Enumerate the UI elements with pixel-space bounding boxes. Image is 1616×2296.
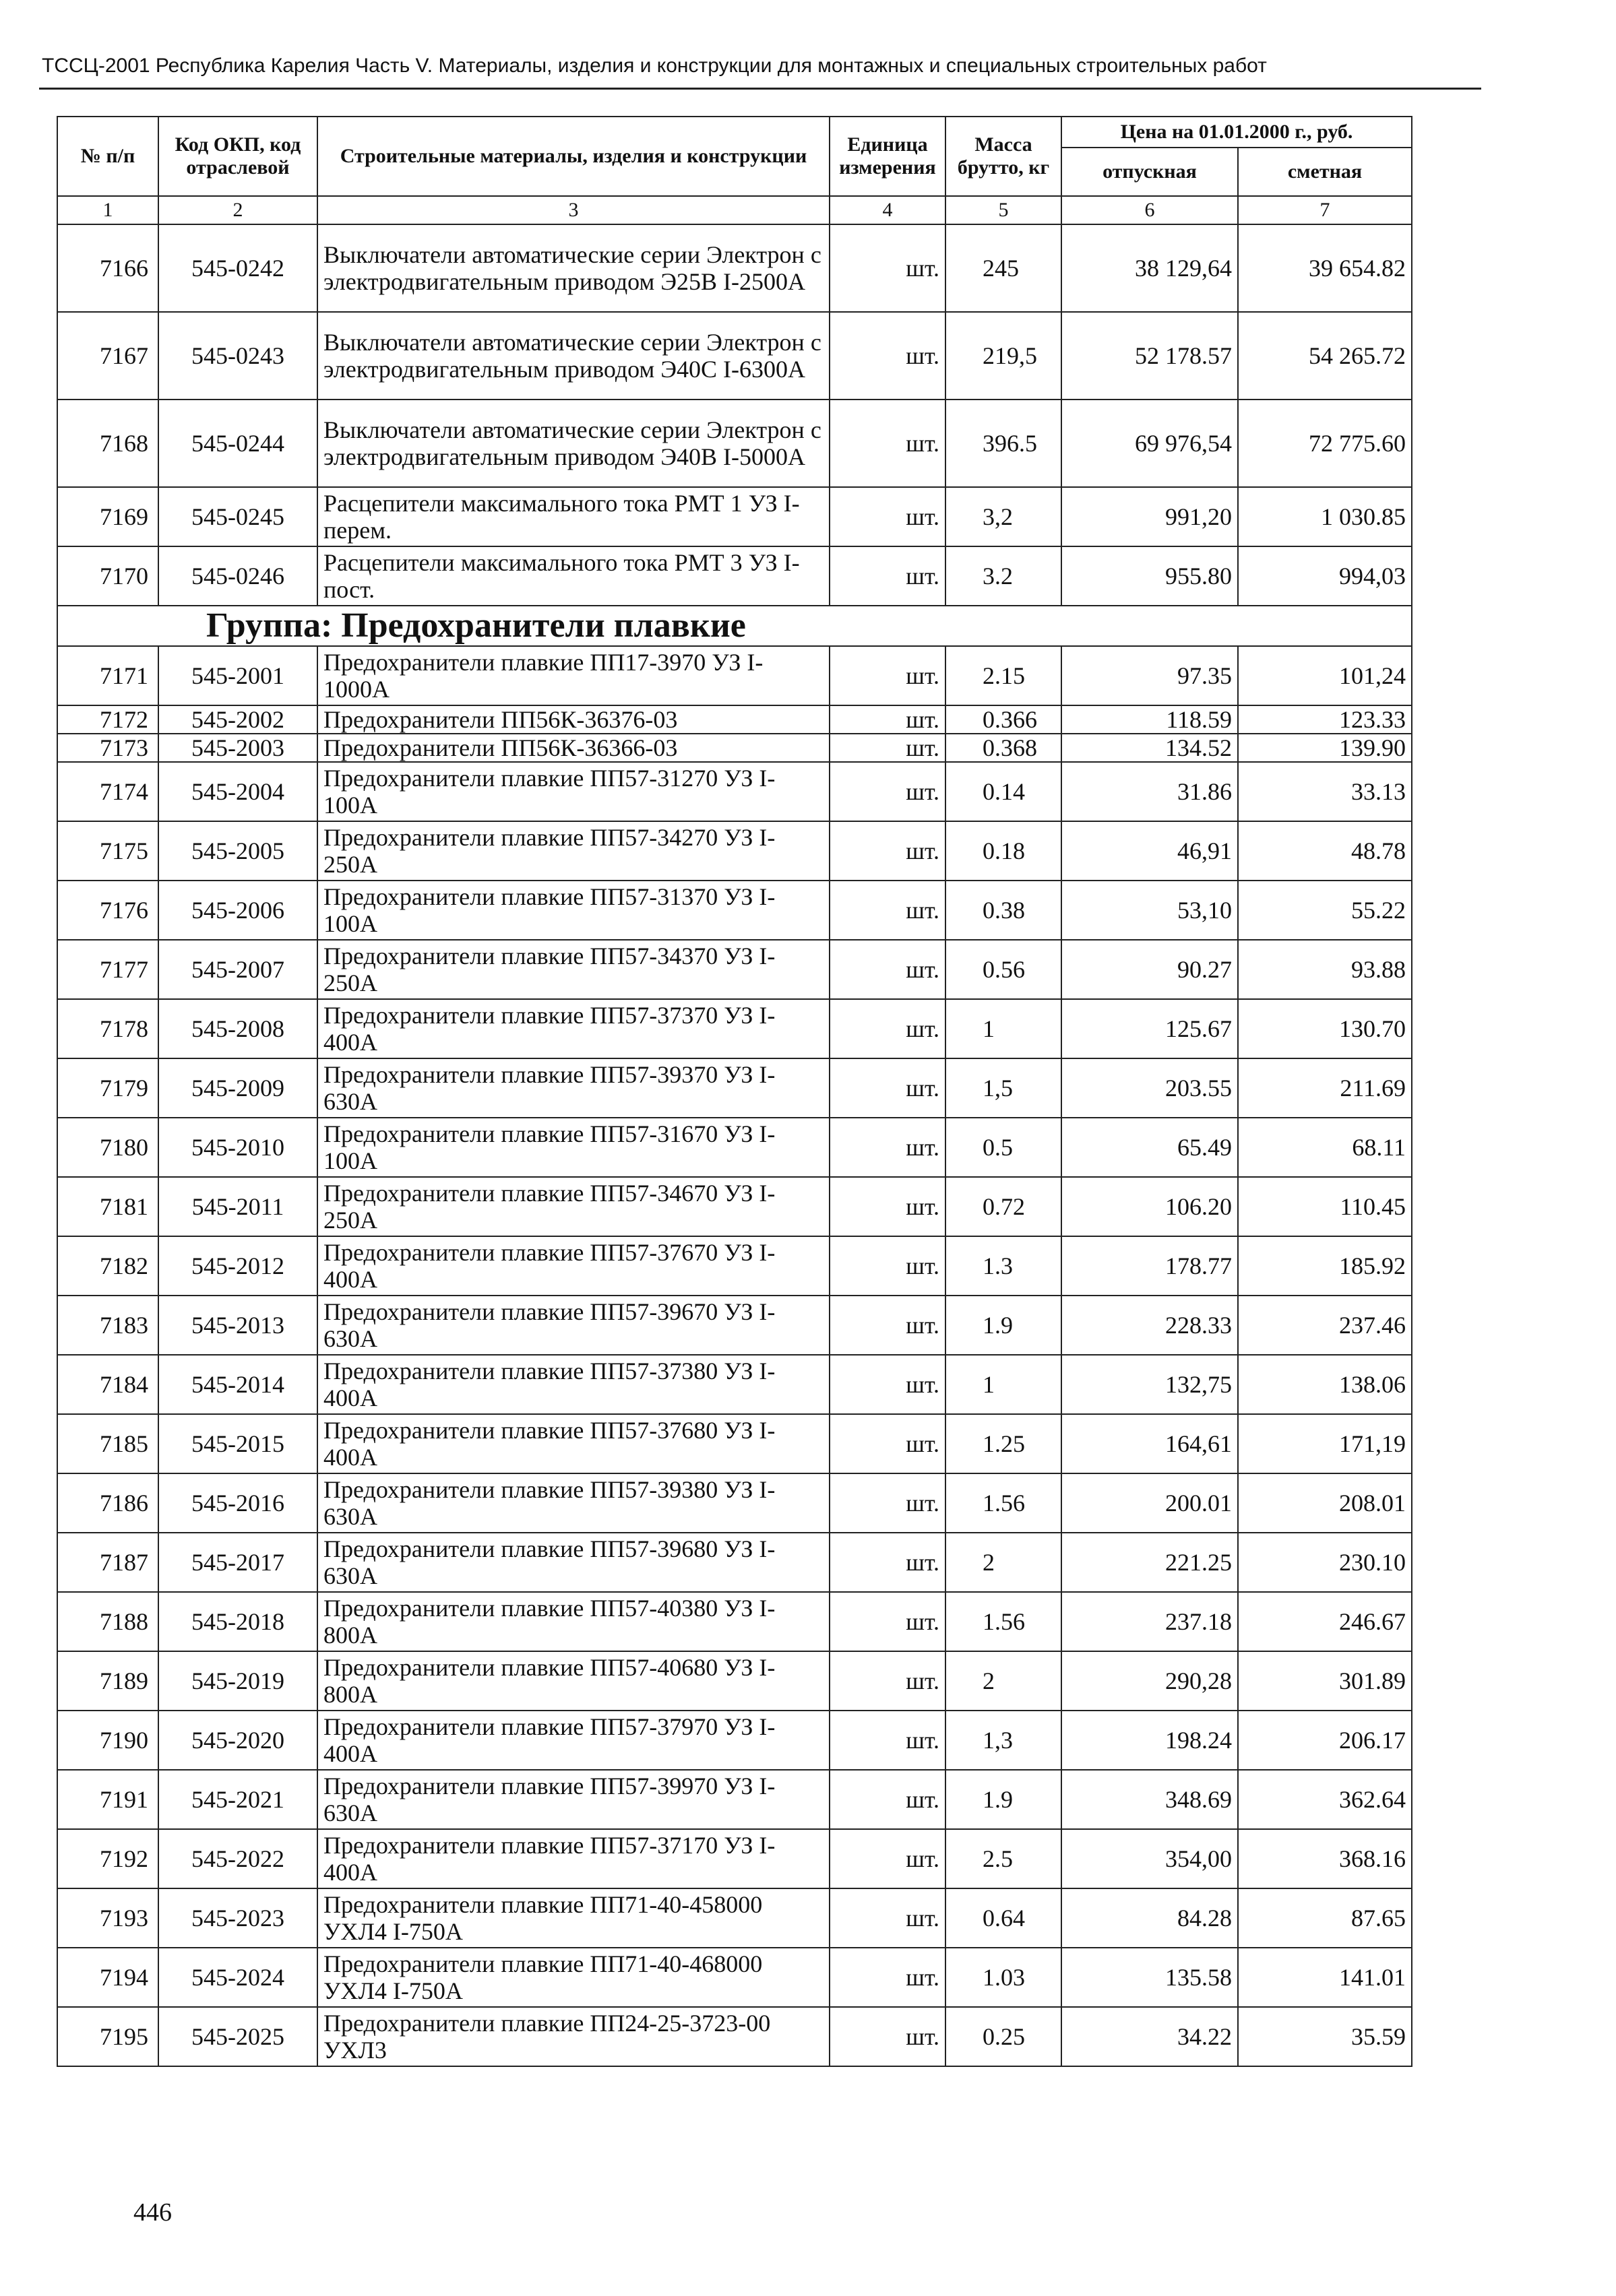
cell-unit: шт. xyxy=(830,1355,945,1414)
table-row xyxy=(57,1829,1412,1888)
cell-code: 545-2016 xyxy=(158,1473,317,1533)
cell-num: 7172 xyxy=(57,705,158,734)
cell-name: Расцепители максимального тока РМТ 1 УЗ I-перем. xyxy=(317,487,830,546)
cell-unit: шт. xyxy=(830,1296,945,1355)
table-row xyxy=(57,881,1412,940)
cell-name: Предохранители плавкие ПП57-37680 УЗ I-400А xyxy=(317,1414,830,1473)
cell-price-release: 38 129,64 xyxy=(1061,224,1238,312)
cell-code: 545-2002 xyxy=(158,705,317,734)
cell-name: Предохранители плавкие ПП71-40-458000 УХЛ4 I-750А xyxy=(317,1888,830,1948)
column-number-row xyxy=(57,196,1412,224)
table-row xyxy=(57,1058,1412,1118)
header-num: № п/п xyxy=(57,117,158,196)
table-row xyxy=(57,224,1412,312)
cell-mass: 0.368 xyxy=(945,734,1061,762)
cell-mass: 0.14 xyxy=(945,762,1061,821)
cell-price-release: 46,91 xyxy=(1061,821,1238,881)
cell-mass: 3.2 xyxy=(945,546,1061,606)
cell-num: 7189 xyxy=(57,1651,158,1711)
cell-code: 545-2005 xyxy=(158,821,317,881)
table-row xyxy=(57,1888,1412,1948)
cell-name: Предохранители плавкие ПП17-3970 УЗ I-1000А xyxy=(317,646,830,705)
cell-mass: 2 xyxy=(945,1533,1061,1592)
cell-unit: шт. xyxy=(830,1651,945,1711)
cell-mass: 0.18 xyxy=(945,821,1061,881)
cell-price-release: 164,61 xyxy=(1061,1414,1238,1473)
cell-mass: 396.5 xyxy=(945,400,1061,487)
table-row xyxy=(57,1473,1412,1533)
column-number: 3 xyxy=(317,196,830,224)
header-name: Строительные материалы, изделия и конструкции xyxy=(317,117,830,196)
cell-price-estimate: 139.90 xyxy=(1238,734,1412,762)
cell-mass: 245 xyxy=(945,224,1061,312)
group-row xyxy=(57,606,1412,646)
cell-unit: шт. xyxy=(830,1948,945,2007)
cell-price-estimate: 368.16 xyxy=(1238,1829,1412,1888)
column-number: 7 xyxy=(1238,196,1412,224)
table-row xyxy=(57,821,1412,881)
cell-unit: шт. xyxy=(830,821,945,881)
page-number: 446 xyxy=(133,2198,172,2227)
cell-price-estimate: 230.10 xyxy=(1238,1533,1412,1592)
cell-name: Предохранители плавкие ПП57-37170 УЗ I-400А xyxy=(317,1829,830,1888)
cell-unit: шт. xyxy=(830,1711,945,1770)
cell-num: 7182 xyxy=(57,1236,158,1296)
cell-price-estimate: 994,03 xyxy=(1238,546,1412,606)
cell-name: Предохранители плавкие ПП57-39370 УЗ I-630А xyxy=(317,1058,830,1118)
cell-mass: 1.3 xyxy=(945,1236,1061,1296)
table-row xyxy=(57,999,1412,1058)
cell-code: 545-2023 xyxy=(158,1888,317,1948)
cell-code: 545-2019 xyxy=(158,1651,317,1711)
cell-unit: шт. xyxy=(830,1533,945,1592)
cell-code: 545-2008 xyxy=(158,999,317,1058)
table-row xyxy=(57,2007,1412,2066)
table-row xyxy=(57,1948,1412,2007)
cell-mass: 1,5 xyxy=(945,1058,1061,1118)
table-row xyxy=(57,546,1412,606)
cell-num: 7187 xyxy=(57,1533,158,1592)
cell-price-release: 31.86 xyxy=(1061,762,1238,821)
cell-name: Выключатели автоматические серии Электрон с электродвигательным приводом Э40В I-5000А xyxy=(317,400,830,487)
cell-mass: 3,2 xyxy=(945,487,1061,546)
cell-name: Предохранители плавкие ПП57-37670 УЗ I-400А xyxy=(317,1236,830,1296)
cell-unit: шт. xyxy=(830,1829,945,1888)
cell-name: Предохранители плавкие ПП57-37370 УЗ I-400А xyxy=(317,999,830,1058)
price-table xyxy=(57,116,1412,2067)
cell-price-estimate: 93.88 xyxy=(1238,940,1412,999)
cell-price-estimate: 141.01 xyxy=(1238,1948,1412,2007)
cell-num: 7169 xyxy=(57,487,158,546)
cell-price-release: 52 178.57 xyxy=(1061,312,1238,400)
cell-price-estimate: 301.89 xyxy=(1238,1651,1412,1711)
cell-code: 545-2001 xyxy=(158,646,317,705)
cell-code: 545-2021 xyxy=(158,1770,317,1829)
cell-unit: шт. xyxy=(830,2007,945,2066)
cell-code: 545-2018 xyxy=(158,1592,317,1651)
header-row-top xyxy=(57,117,1412,148)
cell-price-release: 135.58 xyxy=(1061,1948,1238,2007)
cell-price-estimate: 362.64 xyxy=(1238,1770,1412,1829)
cell-code: 545-2013 xyxy=(158,1296,317,1355)
cell-name: Выключатели автоматические серии Электрон с электродвигательным приводом Э25В I-2500А xyxy=(317,224,830,312)
cell-mass: 1.03 xyxy=(945,1948,1061,2007)
cell-unit: шт. xyxy=(830,1770,945,1829)
column-number: 1 xyxy=(57,196,158,224)
cell-mass: 0.366 xyxy=(945,705,1061,734)
cell-unit: шт. xyxy=(830,705,945,734)
cell-unit: шт. xyxy=(830,1118,945,1177)
cell-unit: шт. xyxy=(830,1888,945,1948)
cell-num: 7193 xyxy=(57,1888,158,1948)
cell-num: 7179 xyxy=(57,1058,158,1118)
cell-price-release: 125.67 xyxy=(1061,999,1238,1058)
cell-name: Расцепители максимального тока РМТ 3 УЗ I-пост. xyxy=(317,546,830,606)
cell-price-release: 200.01 xyxy=(1061,1473,1238,1533)
cell-code: 545-2007 xyxy=(158,940,317,999)
price-table-container xyxy=(57,116,1411,2067)
cell-name: Предохранители плавкие ПП24-25-3723-00 УХЛ3 xyxy=(317,2007,830,2066)
table-row xyxy=(57,1651,1412,1711)
column-number: 6 xyxy=(1061,196,1238,224)
table-row xyxy=(57,1592,1412,1651)
cell-unit: шт. xyxy=(830,1236,945,1296)
cell-code: 545-0246 xyxy=(158,546,317,606)
table-row xyxy=(57,762,1412,821)
cell-price-estimate: 68.11 xyxy=(1238,1118,1412,1177)
cell-mass: 1.9 xyxy=(945,1296,1061,1355)
cell-price-estimate: 54 265.72 xyxy=(1238,312,1412,400)
cell-name: Предохранители плавкие ПП57-37970 УЗ I-400А xyxy=(317,1711,830,1770)
cell-price-estimate: 138.06 xyxy=(1238,1355,1412,1414)
table-row xyxy=(57,312,1412,400)
cell-price-release: 955.80 xyxy=(1061,546,1238,606)
header-mass: Масса брутто, кг xyxy=(945,117,1061,196)
cell-num: 7168 xyxy=(57,400,158,487)
cell-mass: 0.64 xyxy=(945,1888,1061,1948)
cell-price-release: 237.18 xyxy=(1061,1592,1238,1651)
table-row xyxy=(57,705,1412,734)
cell-num: 7190 xyxy=(57,1711,158,1770)
cell-code: 545-2012 xyxy=(158,1236,317,1296)
cell-unit: шт. xyxy=(830,1177,945,1236)
cell-name: Предохранители плавкие ПП57-34370 УЗ I-250А xyxy=(317,940,830,999)
cell-price-estimate: 1 030.85 xyxy=(1238,487,1412,546)
cell-code: 545-0244 xyxy=(158,400,317,487)
cell-unit: шт. xyxy=(830,762,945,821)
cell-price-estimate: 211.69 xyxy=(1238,1058,1412,1118)
cell-num: 7191 xyxy=(57,1770,158,1829)
cell-num: 7170 xyxy=(57,546,158,606)
cell-num: 7195 xyxy=(57,2007,158,2066)
cell-code: 545-2014 xyxy=(158,1355,317,1414)
table-row xyxy=(57,646,1412,705)
table-row xyxy=(57,1177,1412,1236)
cell-num: 7174 xyxy=(57,762,158,821)
cell-name: Выключатели автоматические серии Электрон с электродвигательным приводом Э40С I-6300А xyxy=(317,312,830,400)
table-row xyxy=(57,1296,1412,1355)
cell-num: 7188 xyxy=(57,1592,158,1651)
cell-name: Предохранители плавкие ПП57-34270 УЗ I-250А xyxy=(317,821,830,881)
cell-code: 545-2006 xyxy=(158,881,317,940)
cell-price-release: 221.25 xyxy=(1061,1533,1238,1592)
column-number: 2 xyxy=(158,196,317,224)
cell-code: 545-2020 xyxy=(158,1711,317,1770)
cell-mass: 1 xyxy=(945,999,1061,1058)
cell-unit: шт. xyxy=(830,400,945,487)
cell-price-estimate: 87.65 xyxy=(1238,1888,1412,1948)
cell-price-release: 132,75 xyxy=(1061,1355,1238,1414)
cell-code: 545-2015 xyxy=(158,1414,317,1473)
cell-mass: 1.9 xyxy=(945,1770,1061,1829)
cell-num: 7185 xyxy=(57,1414,158,1473)
cell-price-release: 134.52 xyxy=(1061,734,1238,762)
cell-num: 7176 xyxy=(57,881,158,940)
cell-price-release: 178.77 xyxy=(1061,1236,1238,1296)
cell-num: 7180 xyxy=(57,1118,158,1177)
table-row xyxy=(57,1118,1412,1177)
cell-num: 7181 xyxy=(57,1177,158,1236)
header-unit: Единица измерения xyxy=(830,117,945,196)
cell-unit: шт. xyxy=(830,1473,945,1533)
cell-unit: шт. xyxy=(830,224,945,312)
cell-price-release: 290,28 xyxy=(1061,1651,1238,1711)
cell-num: 7184 xyxy=(57,1355,158,1414)
column-number: 5 xyxy=(945,196,1061,224)
cell-name: Предохранители плавкие ПП57-31370 УЗ I-100А xyxy=(317,881,830,940)
cell-name: Предохранители плавкие ПП57-39670 УЗ I-630А xyxy=(317,1296,830,1355)
cell-mass: 1.25 xyxy=(945,1414,1061,1473)
cell-mass: 1.56 xyxy=(945,1592,1061,1651)
cell-num: 7173 xyxy=(57,734,158,762)
cell-unit: шт. xyxy=(830,1414,945,1473)
table-head xyxy=(57,117,1412,224)
cell-unit: шт. xyxy=(830,734,945,762)
table-row xyxy=(57,1711,1412,1770)
cell-unit: шт. xyxy=(830,1592,945,1651)
cell-price-estimate: 72 775.60 xyxy=(1238,400,1412,487)
table-row xyxy=(57,487,1412,546)
cell-num: 7175 xyxy=(57,821,158,881)
page-header: ТССЦ-2001 Республика Карелия Часть V. Материалы, изделия и конструкции для монтажных и специальных строительных работ xyxy=(42,55,1267,77)
header-code: Код ОКП, код отраслевой xyxy=(158,117,317,196)
cell-code: 545-2017 xyxy=(158,1533,317,1592)
cell-code: 545-0243 xyxy=(158,312,317,400)
cell-mass: 0.38 xyxy=(945,881,1061,940)
cell-name: Предохранители плавкие ПП57-40380 УЗ I-800А xyxy=(317,1592,830,1651)
cell-unit: шт. xyxy=(830,1058,945,1118)
cell-num: 7166 xyxy=(57,224,158,312)
cell-price-release: 991,20 xyxy=(1061,487,1238,546)
cell-price-estimate: 110.45 xyxy=(1238,1177,1412,1236)
cell-mass: 0.56 xyxy=(945,940,1061,999)
cell-price-release: 203.55 xyxy=(1061,1058,1238,1118)
table-row xyxy=(57,1236,1412,1296)
cell-code: 545-2011 xyxy=(158,1177,317,1236)
cell-price-release: 118.59 xyxy=(1061,705,1238,734)
table-row xyxy=(57,1414,1412,1473)
cell-price-release: 228.33 xyxy=(1061,1296,1238,1355)
cell-mass: 0.5 xyxy=(945,1118,1061,1177)
cell-code: 545-2022 xyxy=(158,1829,317,1888)
cell-num: 7183 xyxy=(57,1296,158,1355)
table-row xyxy=(57,940,1412,999)
cell-name: Предохранители плавкие ПП57-37380 УЗ I-400А xyxy=(317,1355,830,1414)
cell-code: 545-0242 xyxy=(158,224,317,312)
cell-price-release: 97.35 xyxy=(1061,646,1238,705)
cell-price-estimate: 39 654.82 xyxy=(1238,224,1412,312)
cell-name: Предохранители плавкие ПП57-31270 УЗ I-100А xyxy=(317,762,830,821)
column-number: 4 xyxy=(830,196,945,224)
cell-code: 545-2024 xyxy=(158,1948,317,2007)
cell-price-release: 354,00 xyxy=(1061,1829,1238,1888)
cell-code: 545-2010 xyxy=(158,1118,317,1177)
cell-price-estimate: 33.13 xyxy=(1238,762,1412,821)
cell-code: 545-0245 xyxy=(158,487,317,546)
cell-code: 545-2004 xyxy=(158,762,317,821)
cell-num: 7171 xyxy=(57,646,158,705)
cell-name: Предохранители ПП56К-36376-03 xyxy=(317,705,830,734)
cell-price-release: 90.27 xyxy=(1061,940,1238,999)
cell-price-estimate: 206.17 xyxy=(1238,1711,1412,1770)
cell-price-release: 84.28 xyxy=(1061,1888,1238,1948)
cell-name: Предохранители плавкие ПП57-34670 УЗ I-250А xyxy=(317,1177,830,1236)
cell-name: Предохранители плавкие ПП57-39380 УЗ I-630А xyxy=(317,1473,830,1533)
cell-price-estimate: 55.22 xyxy=(1238,881,1412,940)
cell-price-release: 348.69 xyxy=(1061,1770,1238,1829)
cell-name: Предохранители ПП56К-36366-03 xyxy=(317,734,830,762)
cell-unit: шт. xyxy=(830,487,945,546)
cell-mass: 1 xyxy=(945,1355,1061,1414)
cell-unit: шт. xyxy=(830,940,945,999)
header-price-estimate: сметная xyxy=(1238,148,1412,196)
cell-num: 7194 xyxy=(57,1948,158,2007)
cell-price-release: 106.20 xyxy=(1061,1177,1238,1236)
cell-price-estimate: 123.33 xyxy=(1238,705,1412,734)
cell-mass: 219,5 xyxy=(945,312,1061,400)
cell-name: Предохранители плавкие ПП57-40680 УЗ I-800А xyxy=(317,1651,830,1711)
cell-unit: шт. xyxy=(830,999,945,1058)
cell-name: Предохранители плавкие ПП57-31670 УЗ I-100А xyxy=(317,1118,830,1177)
cell-code: 545-2003 xyxy=(158,734,317,762)
cell-price-estimate: 130.70 xyxy=(1238,999,1412,1058)
header-rule xyxy=(39,88,1481,90)
group-title: Группа: Предохранители плавкие xyxy=(57,606,1412,646)
cell-price-release: 198.24 xyxy=(1061,1711,1238,1770)
cell-num: 7192 xyxy=(57,1829,158,1888)
cell-mass: 2.15 xyxy=(945,646,1061,705)
table-body-top xyxy=(57,224,1412,646)
cell-price-estimate: 208.01 xyxy=(1238,1473,1412,1533)
table-row xyxy=(57,1355,1412,1414)
table-row xyxy=(57,1533,1412,1592)
cell-code: 545-2025 xyxy=(158,2007,317,2066)
cell-price-release: 34.22 xyxy=(1061,2007,1238,2066)
cell-price-estimate: 101,24 xyxy=(1238,646,1412,705)
cell-unit: шт. xyxy=(830,646,945,705)
cell-price-estimate: 185.92 xyxy=(1238,1236,1412,1296)
cell-price-estimate: 171,19 xyxy=(1238,1414,1412,1473)
cell-mass: 0.25 xyxy=(945,2007,1061,2066)
cell-code: 545-2009 xyxy=(158,1058,317,1118)
cell-price-release: 69 976,54 xyxy=(1061,400,1238,487)
cell-price-estimate: 48.78 xyxy=(1238,821,1412,881)
cell-price-estimate: 246.67 xyxy=(1238,1592,1412,1651)
cell-num: 7177 xyxy=(57,940,158,999)
cell-unit: шт. xyxy=(830,546,945,606)
table-row xyxy=(57,1770,1412,1829)
cell-unit: шт. xyxy=(830,881,945,940)
cell-name: Предохранители плавкие ПП71-40-468000 УХЛ4 I-750А xyxy=(317,1948,830,2007)
cell-mass: 0.72 xyxy=(945,1177,1061,1236)
cell-price-estimate: 237.46 xyxy=(1238,1296,1412,1355)
table-row xyxy=(57,400,1412,487)
header-price: Цена на 01.01.2000 г., руб. xyxy=(1061,117,1412,148)
cell-unit: шт. xyxy=(830,312,945,400)
table-body-group xyxy=(57,646,1412,2066)
cell-name: Предохранители плавкие ПП57-39970 УЗ I-630А xyxy=(317,1770,830,1829)
cell-mass: 2 xyxy=(945,1651,1061,1711)
cell-price-release: 53,10 xyxy=(1061,881,1238,940)
cell-price-estimate: 35.59 xyxy=(1238,2007,1412,2066)
cell-mass: 1.56 xyxy=(945,1473,1061,1533)
table-row xyxy=(57,734,1412,762)
cell-mass: 2.5 xyxy=(945,1829,1061,1888)
cell-num: 7178 xyxy=(57,999,158,1058)
cell-price-release: 65.49 xyxy=(1061,1118,1238,1177)
cell-num: 7186 xyxy=(57,1473,158,1533)
cell-mass: 1,3 xyxy=(945,1711,1061,1770)
cell-name: Предохранители плавкие ПП57-39680 УЗ I-630А xyxy=(317,1533,830,1592)
header-price-release: отпускная xyxy=(1061,148,1238,196)
cell-num: 7167 xyxy=(57,312,158,400)
